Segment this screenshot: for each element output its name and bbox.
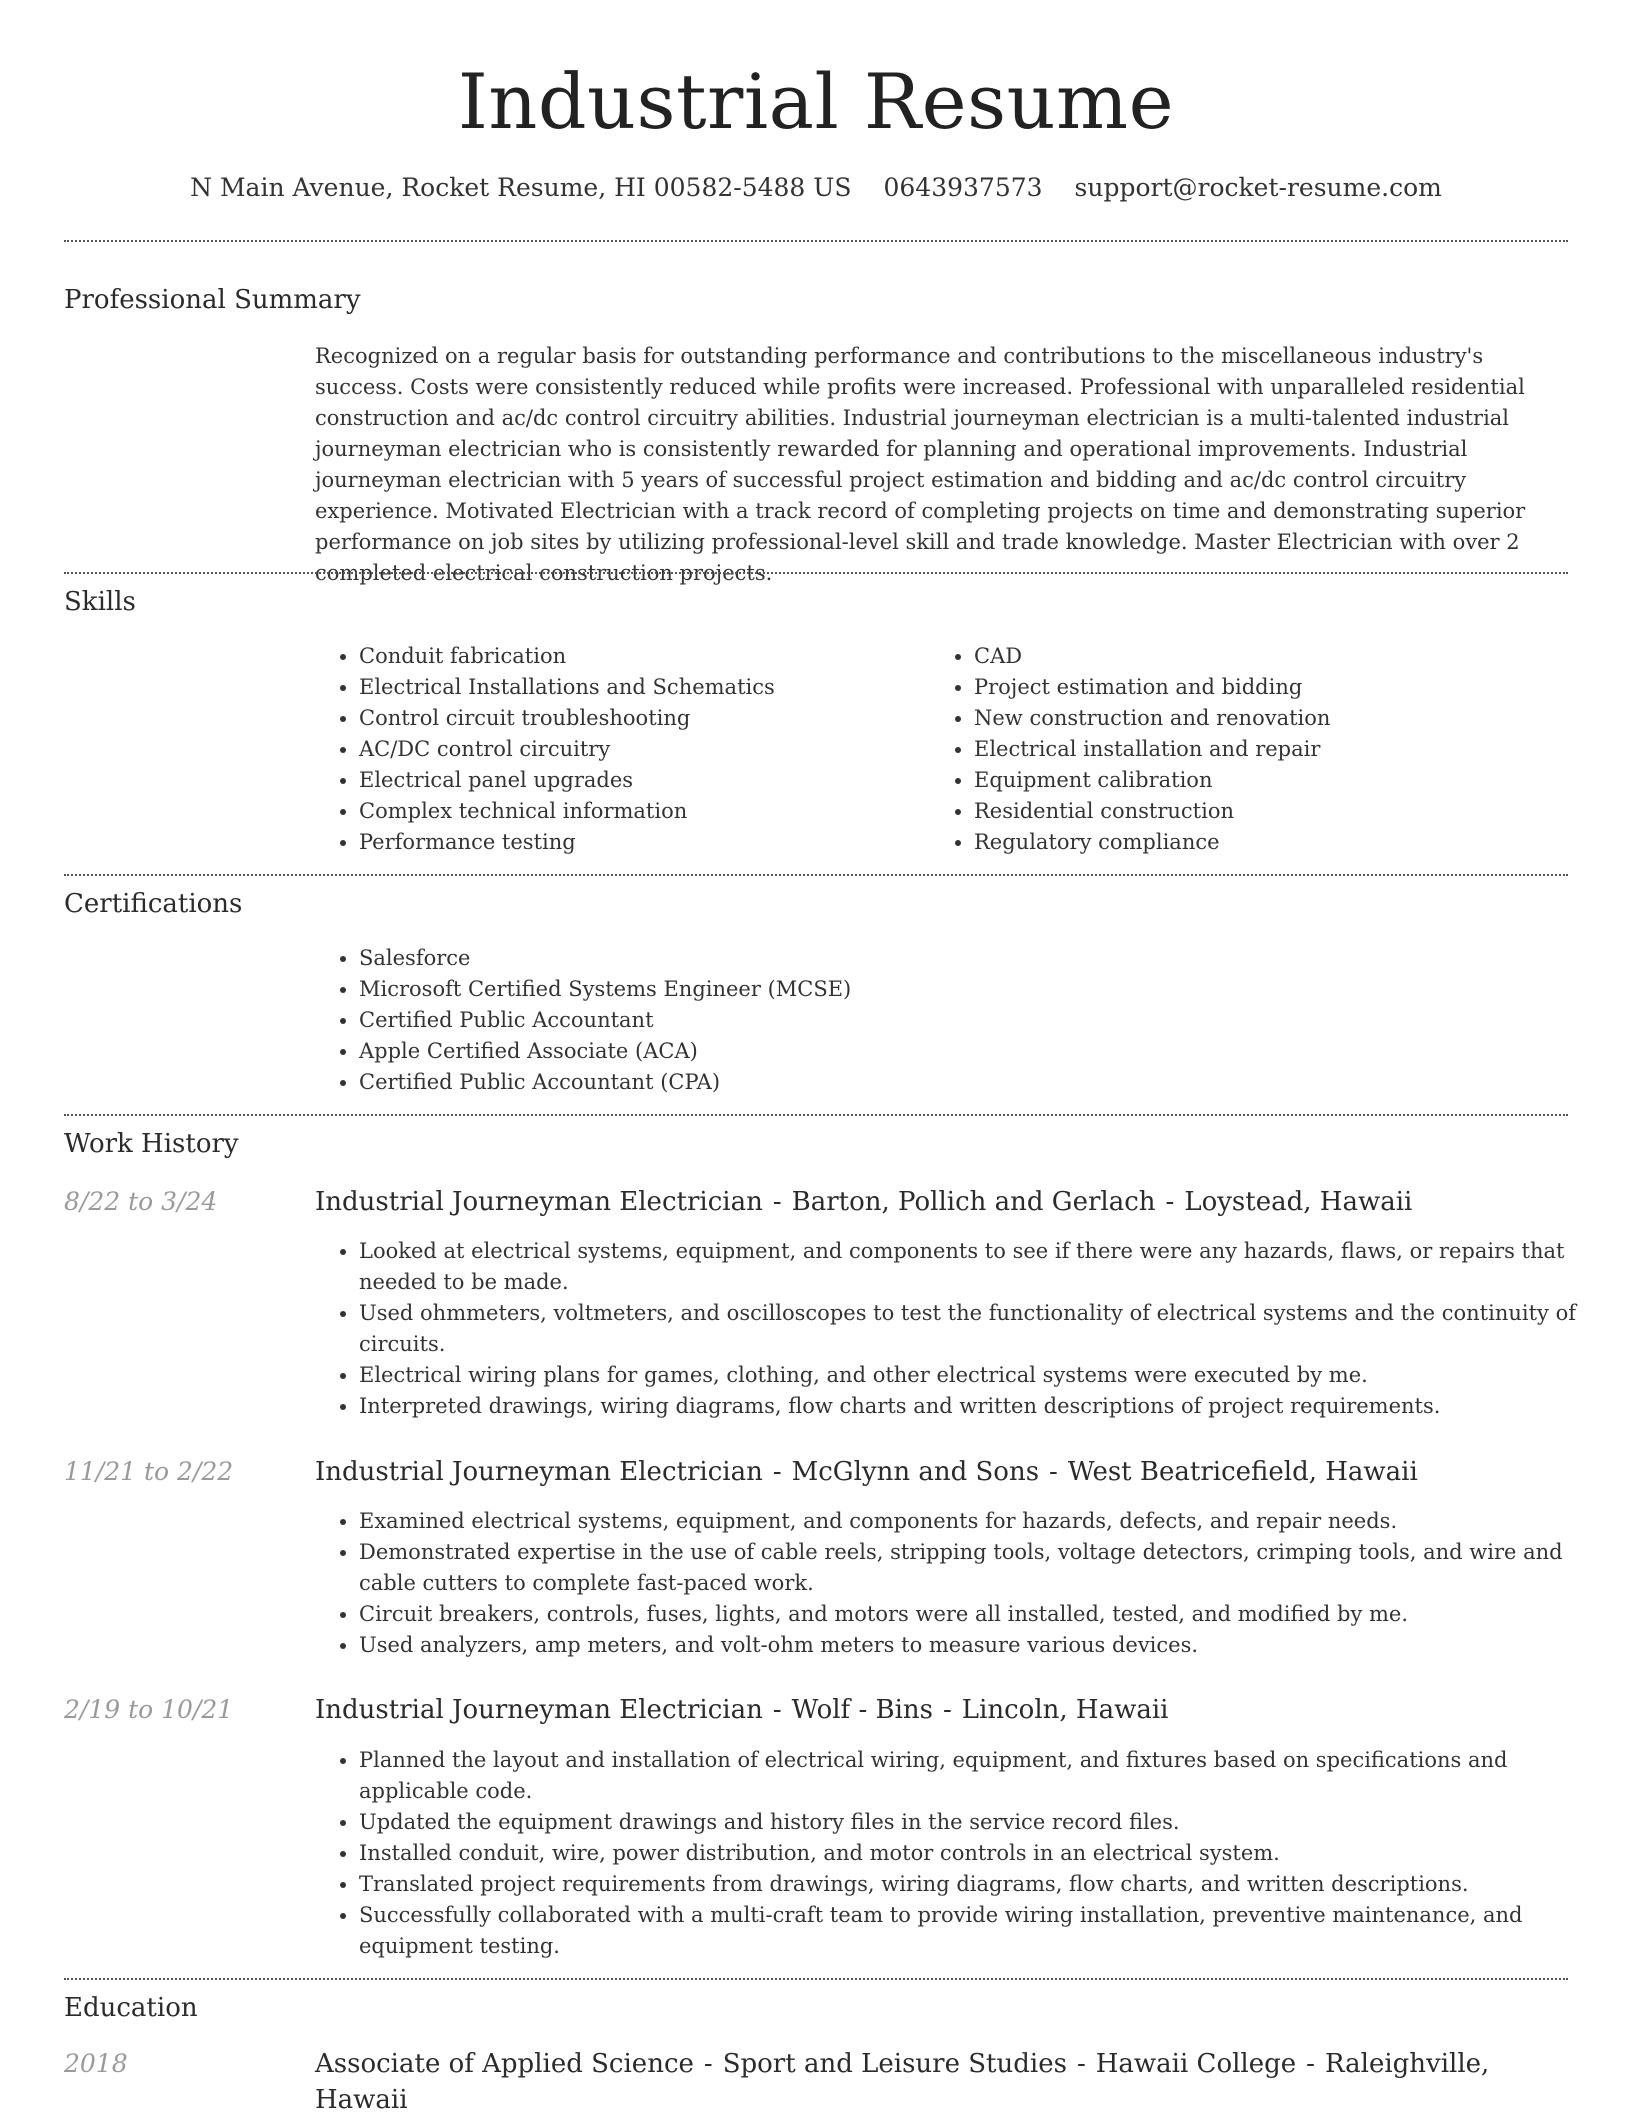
separator: -: [772, 1457, 782, 1487]
list-item: • Performance testing: [359, 827, 919, 858]
list-item: • Certified Public Accountant (CPA): [359, 1067, 1559, 1098]
list-item: • Regulatory compliance: [974, 827, 1574, 858]
education-school: Hawaii College: [1095, 2049, 1297, 2079]
list-item: • Electrical installation and repair: [974, 734, 1574, 765]
work-heading: Work History: [64, 1129, 239, 1159]
job-title: Industrial Journeyman Electrician: [315, 1187, 763, 1217]
skills-heading: Skills: [64, 587, 136, 617]
summary-heading: Professional Summary: [64, 285, 361, 315]
list-item: • Apple Certified Associate (ACA): [359, 1036, 1559, 1067]
list-item: • Certified Public Accountant: [359, 1005, 1559, 1036]
separator: -: [1165, 1187, 1175, 1217]
list-item: • Looked at electrical systems, equipment, and components to see if there were any hazards, flaws, or repairs that needed to be made.: [359, 1236, 1609, 1298]
list-item: • Planned the layout and installation of electrical wiring, equipment, and fixtures based on specifications and applicable code.: [359, 1745, 1609, 1807]
list-item: • Conduit fabrication: [359, 641, 919, 672]
contact-address: N Main Avenue, Rocket Resume, HI 00582-5488 US: [190, 173, 852, 202]
divider: [64, 240, 1568, 242]
job-location: Loystead, Hawaii: [1184, 1187, 1413, 1217]
separator: -: [703, 2049, 713, 2079]
list-item: • Examined electrical systems, equipment, and components for hazards, defects, and repair needs.: [359, 1506, 1609, 1537]
job-title-line: [315, 1454, 1565, 1490]
job-title-line: [315, 1184, 1565, 1220]
list-item: • Used analyzers, amp meters, and volt-ohm meters to measure various devices.: [359, 1630, 1609, 1661]
job-dates: 2/19 to 10/21: [64, 1695, 234, 1724]
contact-email: support@rocket-resume.com: [1074, 173, 1442, 202]
list-item: • Residential construction: [974, 796, 1574, 827]
job-dates: 11/21 to 2/22: [64, 1457, 234, 1486]
list-item: • Complex technical information: [359, 796, 919, 827]
job-bullets: [315, 1506, 1609, 1661]
list-item: • Microsoft Certified Systems Engineer (MCSE): [359, 974, 1559, 1005]
skills-list-right: [930, 641, 1574, 858]
separator: -: [943, 1695, 952, 1725]
education-line: [315, 2046, 1565, 2118]
separator: -: [1306, 2049, 1315, 2079]
job-location: West Beatricefield, Hawaii: [1067, 1457, 1418, 1487]
list-item: • Electrical panel upgrades: [359, 765, 919, 796]
list-item: • Used ohmmeters, voltmeters, and oscilloscopes to test the functionality of electrical systems and the continuity of circuits.: [359, 1298, 1609, 1360]
list-item: • Interpreted drawings, wiring diagrams, flow charts and written descriptions of project requirements.: [359, 1391, 1609, 1422]
list-item: • Electrical wiring plans for games, clothing, and other electrical systems were executed by me.: [359, 1360, 1609, 1391]
list-item: • Installed conduit, wire, power distribution, and motor controls in an electrical system.: [359, 1838, 1609, 1869]
contact-line: [0, 170, 1632, 206]
list-item: • Updated the equipment drawings and history files in the service record files.: [359, 1807, 1609, 1838]
job-title-line: [315, 1692, 1565, 1728]
education-year: 2018: [64, 2049, 128, 2078]
job-bullets: [315, 1236, 1609, 1422]
list-item: • CAD: [974, 641, 1574, 672]
list-item: • New construction and renovation: [974, 703, 1574, 734]
job-company: Barton, Pollich and Gerlach: [791, 1187, 1156, 1217]
separator: -: [1076, 2049, 1086, 2079]
list-item: • Electrical Installations and Schematics: [359, 672, 919, 703]
education-degree: Associate of Applied Science: [315, 2049, 694, 2079]
list-item: • Circuit breakers, controls, fuses, lights, and motors were all installed, tested, and modified by me.: [359, 1599, 1609, 1630]
education-heading: Education: [64, 1993, 198, 2023]
separator: -: [772, 1187, 782, 1217]
separator: -: [1049, 1457, 1058, 1487]
list-item: • Translated project requirements from drawings, wiring diagrams, flow charts, and written descriptions.: [359, 1869, 1609, 1900]
resume-title: Industrial Resume: [457, 57, 1175, 146]
list-item: • Demonstrated expertise in the use of cable reels, stripping tools, voltage detectors, crimping tools, and wire and cable cutters to complete fast-paced work.: [359, 1537, 1609, 1599]
skills-list-left: [315, 641, 919, 858]
certifications-list: [315, 943, 1559, 1098]
summary-text: Recognized on a regular basis for outstanding performance and contributions to the miscellaneous industry's success. Costs were consistently reduced while profits were increased. Professional with unparalleled residential construction and ac/dc control circuitry abilities. Industrial journeyman electrician is a multi-talented industrial journeyman electrician who is consistently rewarded for planning and operational improvements. Industrial journeyman electrician with 5 years of successful project estimation and bidding and ac/dc control circuitry experience. Motivated Electrician with a track record of completing projects on time and demonstrating superior performance on job sites by utilizing professional-level skill and trade knowledge. Master Electrician with over 2 completed electrical construction projects.: [315, 344, 1526, 585]
list-item: • Successfully collaborated with a multi-craft team to provide wiring installation, preventive maintenance, and equipment testing.: [359, 1900, 1609, 1962]
separator: -: [772, 1695, 782, 1725]
divider: [64, 1114, 1568, 1116]
job-dates: 8/22 to 3/24: [64, 1187, 218, 1216]
divider: [64, 572, 1568, 574]
job-title: Industrial Journeyman Electrician: [315, 1695, 763, 1725]
job-location: Lincoln, Hawaii: [961, 1695, 1169, 1725]
list-item: • Salesforce: [359, 943, 1559, 974]
job-bullets: [315, 1745, 1609, 1962]
contact-phone: 0643937573: [883, 173, 1043, 202]
certifications-heading: Certifications: [64, 889, 243, 919]
job-title: Industrial Journeyman Electrician: [315, 1457, 763, 1487]
job-company: McGlynn and Sons: [791, 1457, 1040, 1487]
list-item: • Equipment calibration: [974, 765, 1574, 796]
divider: [64, 1978, 1568, 1980]
job-company: Wolf - Bins: [791, 1695, 933, 1725]
list-item: • AC/DC control circuitry: [359, 734, 919, 765]
education-field: Sport and Leisure Studies: [722, 2049, 1067, 2079]
divider: [64, 874, 1568, 876]
list-item: • Control circuit troubleshooting: [359, 703, 919, 734]
list-item: • Project estimation and bidding: [974, 672, 1574, 703]
education-location: Raleighville, Hawaii: [315, 2049, 1490, 2115]
